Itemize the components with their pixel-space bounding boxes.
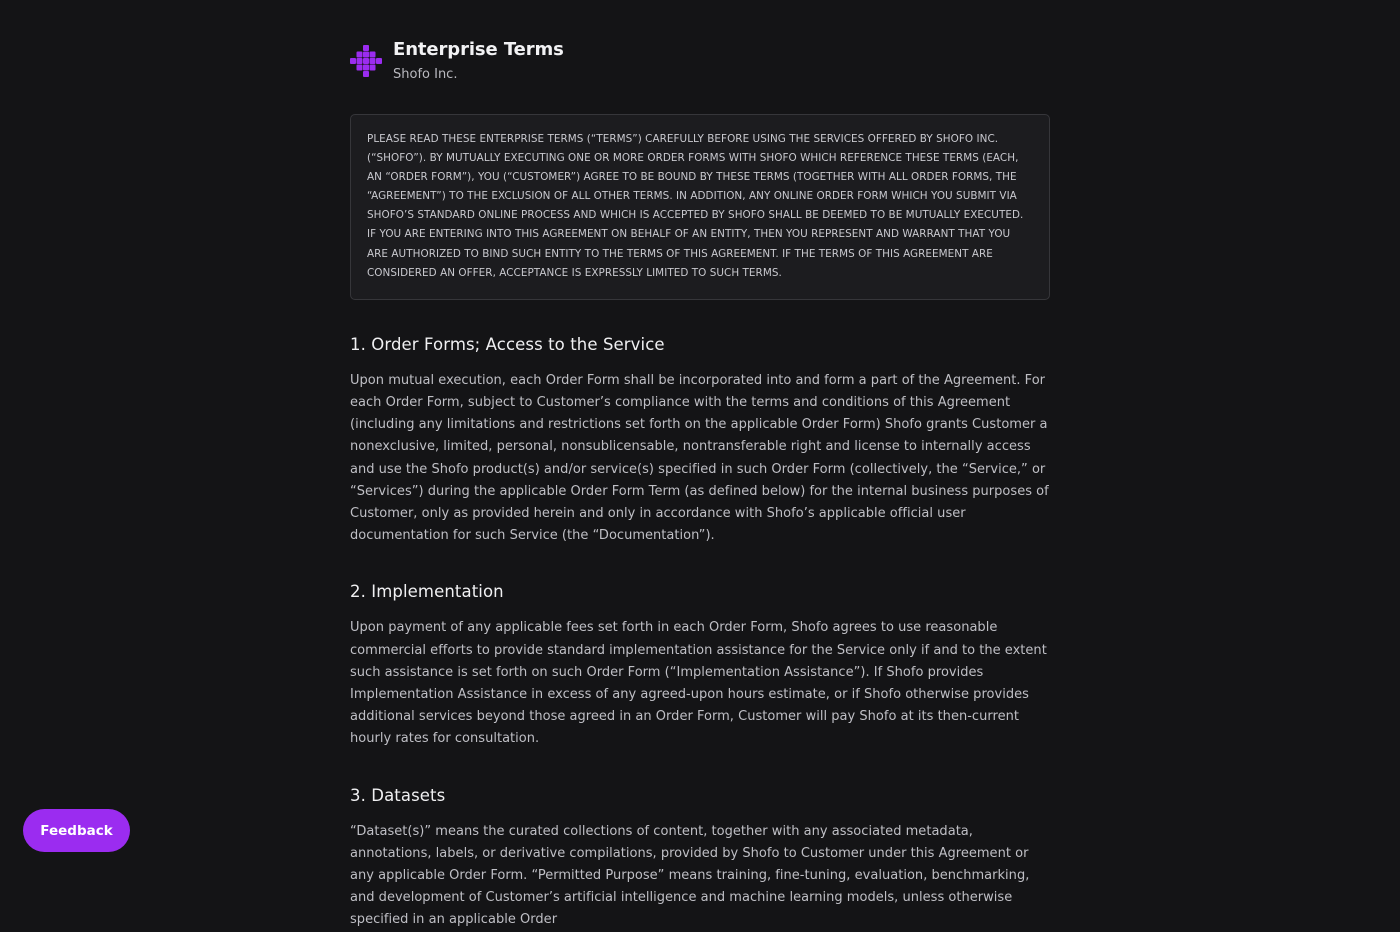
company-name: Shofo Inc. — [393, 67, 458, 82]
terms-content — [350, 38, 1050, 932]
feedback-button[interactable]: Feedback — [23, 809, 130, 852]
section-body-datasets: “Dataset(s)” means the curated collections of content, together with any associated metadata, annotations, labels, or derivative compilations, provided by Shofo to Customer under this Agreement or any applicable Order Form. “Permitted Purpose” means training, fine-tuning, evaluation, benchmarking, and development of Customer’s artificial intelligence and machine learning models, unless otherwise specified in an applicable Order — [350, 823, 1030, 928]
purple-pixel-cross-icon — [350, 45, 382, 77]
section-title-order-forms: 1. Order Forms; Access to the Service — [350, 334, 665, 354]
section-body-implementation: Upon payment of any applicable fees set forth in each Order Form, Shofo agrees to use reasonable commercial efforts to provide standard implementation assistance for the Service only if and to the extent such assistance is set forth on such Order Form (“Implementation Assistance”). If Shofo provides Implementation Assistance in excess of any agreed-upon hours estimate, or if Shofo otherwise provides additional services beyond those agreed in an Order Form, Customer will pay Shofo at its then-current hourly rates for consultation. — [350, 620, 1047, 747]
section-title-datasets: 3. Datasets — [350, 785, 446, 805]
title-block — [393, 38, 564, 81]
section-title-implementation: 2. Implementation — [350, 582, 504, 602]
terms-notice: PLEASE READ THESE ENTERPRISE TERMS (“TERMS”) CAREFULLY BEFORE USING THE SERVICES OFFERED BY SHOFO INC. (“SHOFO”). BY MUTUALLY EXECUTING ONE OR MORE ORDER FORMS WITH SHOFO WHICH REFERENCE THESE TERMS (EACH, AN “ORDER FORM”), YOU (“CUSTOMER”) AGREE TO BE BOUND BY THESE TERMS (TOGETHER WITH ALL ORDER FORMS, THE “AGREEMENT”) TO THE EXCLUSION OF ALL OTHER TERMS. IN ADDITION, ANY ONLINE ORDER FORM WHICH YOU SUBMIT VIA SHOFO’S STANDARD ONLINE PROCESS AND WHICH IS ACCEPTED BY SHOFO SHALL BE DEEMED TO BE MUTUALLY EXECUTED. IF YOU ARE ENTERING INTO THIS AGREEMENT ON BEHALF OF AN ENTITY, THEN YOU REPRESENT AND WARRANT THAT YOU ARE AUTHORIZED TO BIND SUCH ENTITY TO THE TERMS OF THIS AGREEMENT. IF THE TERMS OF THIS AGREEMENT ARE CONSIDERED AN OFFER, ACCEPTANCE IS EXPRESSLY LIMITED TO SUCH TERMS. — [350, 114, 1050, 300]
section-body-order-forms: Upon mutual execution, each Order Form shall be incorporated into and form a part of the Agreement. For each Order Form, subject to Customer’s compliance with the terms and conditions of this Agreement (including any limitations and restrictions set forth on the applicable Order Form) Shofo grants Customer a nonexclusive, limited, personal, nonsublicensable, nontransferable right and license to internally access and use the Shofo product(s) and/or service(s) specified in such Order Form (collectively, the “Service,” or “Services”) during the applicable Order Form Term (as defined below) for the internal business purposes of Customer, only as provided herein and only in accordance with Shofo’s applicable official user documentation for such Service (the “Documentation”). — [350, 372, 1049, 544]
page-header — [350, 38, 1050, 114]
page-title: Enterprise Terms — [393, 39, 564, 60]
